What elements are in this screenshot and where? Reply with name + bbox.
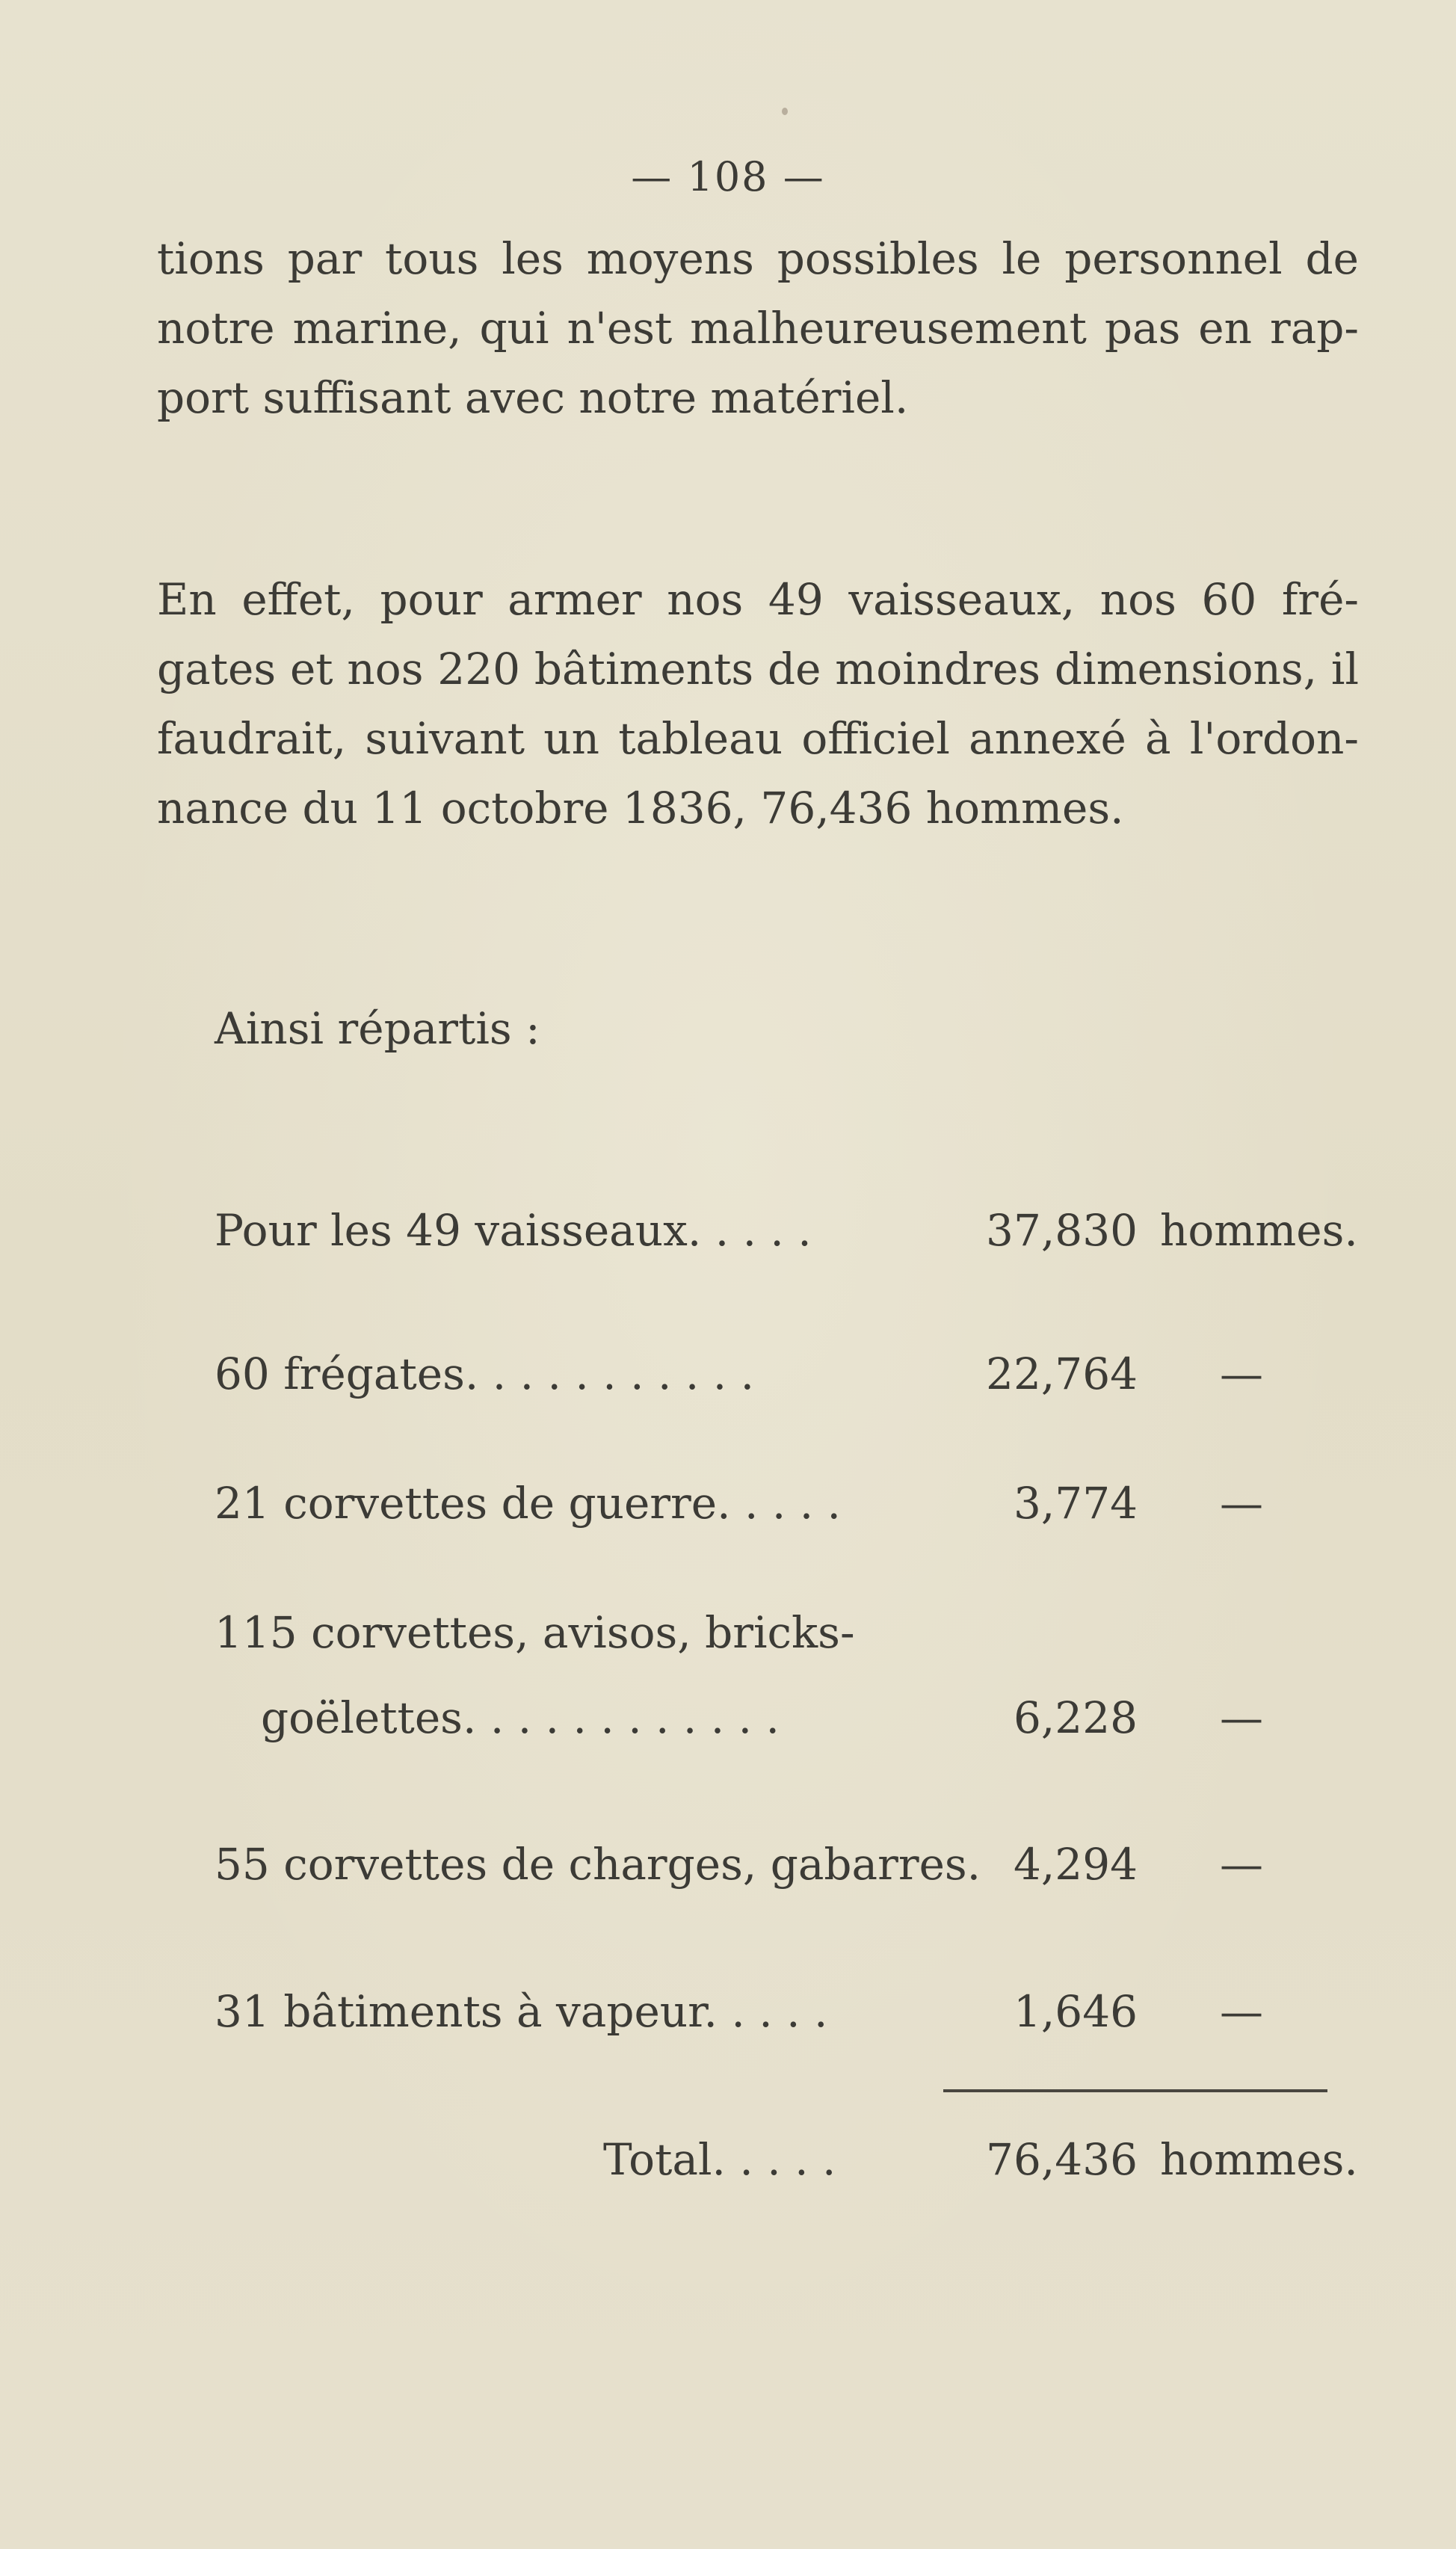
row-label: 31 bâtiments à vapeur. . . . . [215, 1986, 828, 2037]
text-line: nance du 11 octobre 1836, 76,436 hommes. [157, 783, 1124, 833]
row-label: goëlettes. . . . . . . . . . . . [261, 1692, 780, 1743]
row-value: 1,646 [1013, 1986, 1138, 2037]
row-unit: — [1220, 1349, 1263, 1399]
total-value: 76,436 [986, 2134, 1138, 2185]
row-value: 22,764 [986, 1349, 1138, 1399]
row-value: 4,294 [1013, 1839, 1138, 1890]
table-row [215, 1598, 1381, 1668]
total-row [215, 2125, 1381, 2195]
row-value: 6,228 [1013, 1692, 1138, 1743]
text-line: faudrait, suivant un tableau officiel annexé à l'ordon- [157, 713, 1359, 764]
table-row [215, 1469, 1381, 1538]
page-number: — 108 — [631, 153, 825, 200]
text-line: tions par tous les moyens possibles le personnel de [157, 233, 1359, 284]
paragraph-2 [157, 565, 1359, 843]
paragraph-1 [157, 224, 1359, 433]
text-line: gates et nos 220 bâtiments de moindres dimensions, il [157, 644, 1359, 694]
text-line: En effet, pour armer nos 49 vaisseaux, nos 60 fré- [157, 574, 1359, 625]
row-value: 3,774 [1013, 1478, 1138, 1529]
row-label: 115 corvettes, avisos, bricks- [215, 1607, 855, 1658]
total-rule [943, 2089, 1327, 2092]
row-unit: — [1220, 1478, 1263, 1529]
row-unit: — [1220, 1986, 1263, 2037]
row-label: 55 corvettes de charges, gabarres. [215, 1839, 981, 1890]
row-value: 37,830 [986, 1205, 1138, 1256]
total-label: Total. . . . . [603, 2134, 836, 2185]
table-row [215, 1196, 1381, 1266]
table-row [215, 1830, 1381, 1899]
total-unit: hommes. [1160, 2134, 1358, 2185]
table-row [215, 1683, 1381, 1753]
row-unit: — [1220, 1839, 1263, 1890]
row-label: 21 corvettes de guerre. . . . . [215, 1478, 841, 1529]
row-label: Pour les 49 vaisseaux. . . . . [215, 1205, 812, 1256]
table-row [215, 1340, 1381, 1409]
row-unit: — [1220, 1692, 1263, 1743]
table-intro: Ainsi répartis : [215, 1003, 540, 1054]
ink-speck [782, 108, 788, 115]
text-line: notre marine, qui n'est malheureusement pas en rap- [157, 303, 1359, 354]
text-line: port suffisant avec notre matériel. [157, 372, 909, 423]
row-label: 60 frégates. . . . . . . . . . . [215, 1349, 755, 1399]
row-unit: hommes. [1160, 1205, 1358, 1256]
table-row [215, 1977, 1381, 2047]
